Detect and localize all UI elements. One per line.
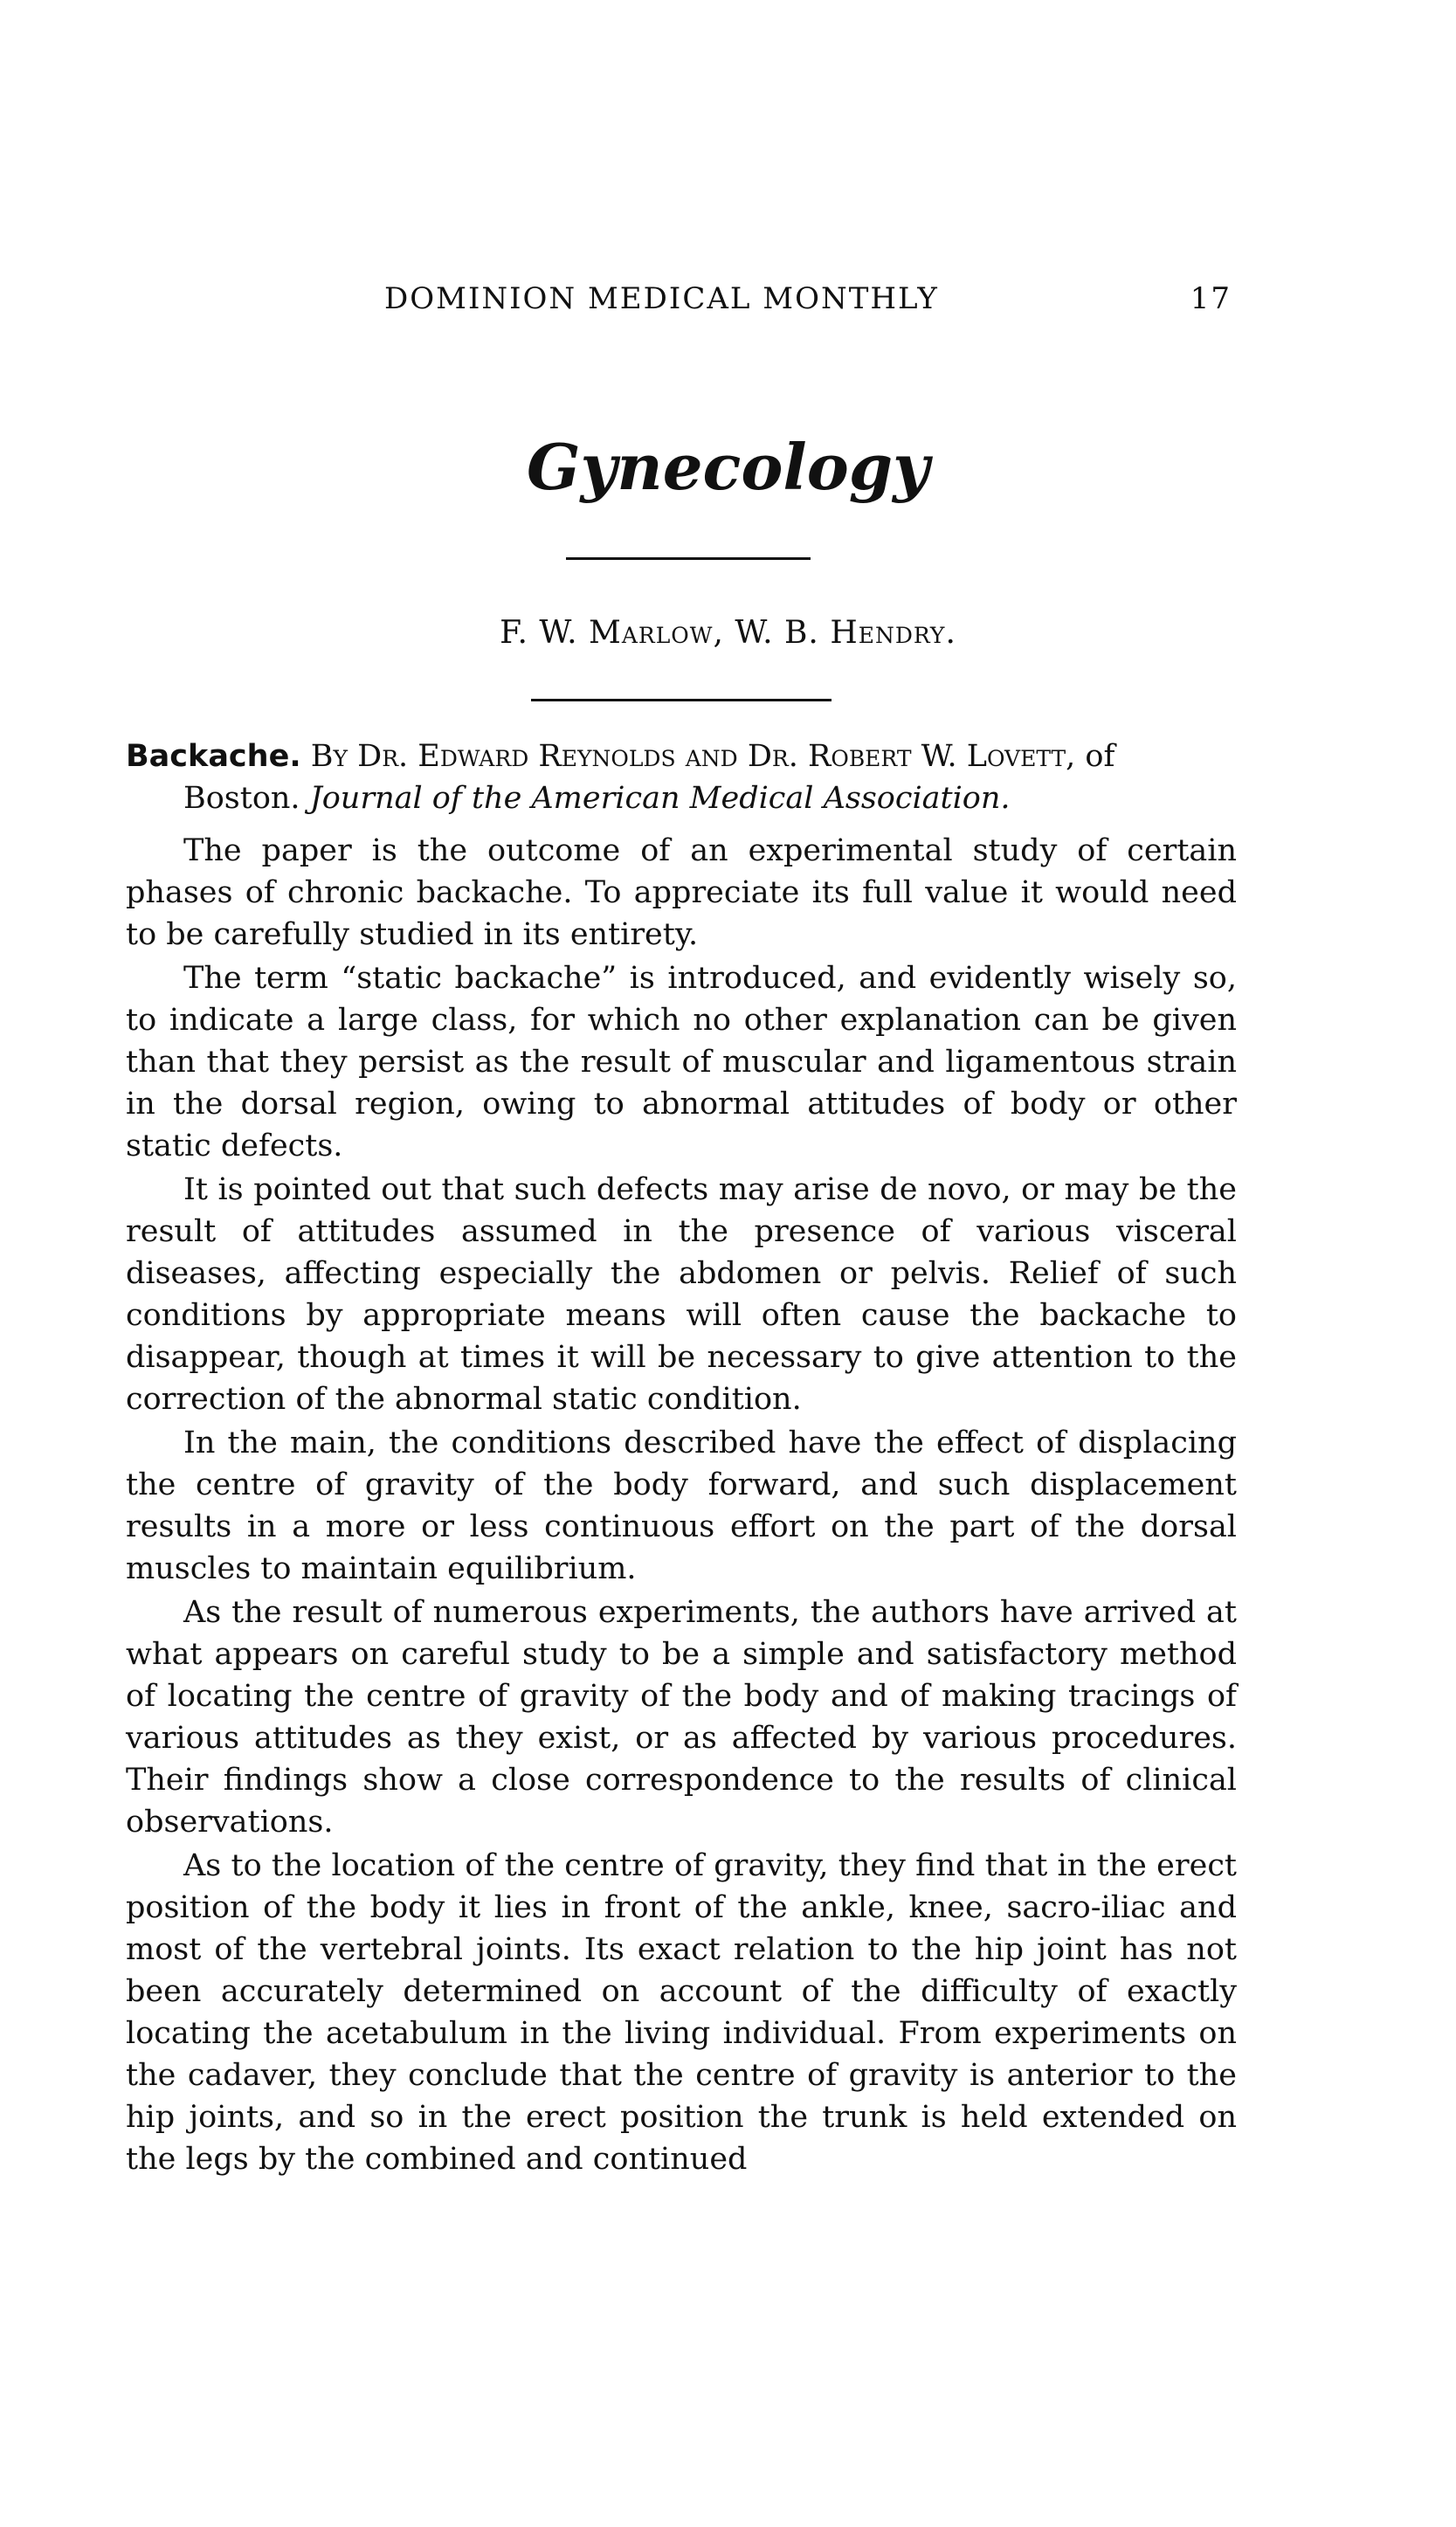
article-heading: Backache. [126, 739, 301, 774]
paragraph: As to the location of the centre of gravity, they find that in the erect position of the body it lies in front of the ankle, knee, sacro-iliac and most of the vertebral joints. Its exact relation to the hip joint has not been accurately determined on account of the difficulty of exactly locating the acetabulum in the living individual. From experiments on the cadaver, they conclude that the centre of gravity is anterior to the hip joints, and so in the erect position the trunk is held extended on the legs by the combined and continued [126, 1848, 1237, 2177]
paragraph: As the result of numerous experiments, the authors have arrived at what appears on careful study to be a simple and satisfactory method of locating the centre of gravity of the body and of making tracings of various attitudes as they exist, or as affected by various procedures. Their findings show a close correspondence to the results of clinical observations. [126, 1595, 1237, 1840]
paragraph: It is pointed out that such defects may arise de novo, or may be the result of attitudes assumed in the presence of various visceral diseases, affecting especially the abdomen or pelvis. Relief of such conditions by appropriate means will often cause the backache to disappear, though at times it will be necessary to give attention to the correction of the abnormal static condition. [126, 1172, 1237, 1417]
article-source: Journal of the American Medical Association. [309, 781, 1011, 816]
article-authors: By Dr. Edward Reynolds and Dr. Robert W. Lovett, [310, 739, 1076, 774]
paragraph: The term “static backache” is introduced, and evidently wisely so, to indicate a large class, for which no other explanation can be given than that they persist as the result of muscular and ligamentous strain in the dorsal region, owing to abnormal attitudes of body or other static defects. [126, 961, 1237, 1163]
divider-rule-top [566, 557, 811, 560]
journal-title: DOMINION MEDICAL MONTHLY [384, 281, 939, 316]
article-place: of Boston. [183, 739, 1115, 816]
page-number: 17 [1190, 281, 1232, 316]
paragraph: In the main, the conditions described have the effect of displacing the centre of gravity of the body forward, and such displacement results in a more or less continuous effort on the part of the dorsal muscles to maintain equilibrium. [126, 1426, 1237, 1586]
section-editors: F. W. Marlow, W. B. Hendry. [500, 615, 956, 651]
paragraph: The paper is the outcome of an experimental study of certain phases of chronic backache. To appreciate its full value it would need to be carefully studied in its entirety. [126, 833, 1237, 952]
article-reference [126, 735, 1237, 819]
divider-rule-bottom [531, 699, 832, 701]
section-title: Gynecology [527, 430, 929, 504]
article [126, 735, 1237, 2182]
